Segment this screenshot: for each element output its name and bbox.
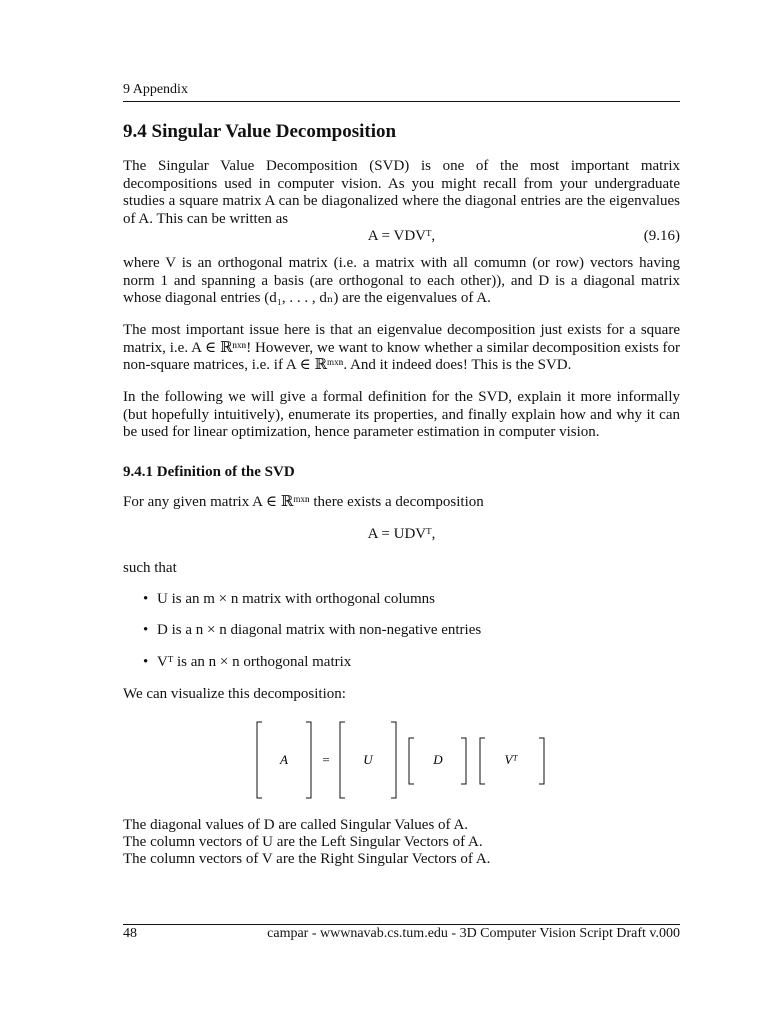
bullet-item	[143, 591, 435, 608]
bullet-item	[143, 622, 481, 639]
footer-source: campar - wwwnavab.cs.tum.edu - 3D Computer Vision Script Draft v.000	[267, 926, 680, 941]
bullet-text: Vᵀ is an n × n orthogonal matrix	[157, 654, 352, 670]
page-number: 48	[123, 926, 137, 941]
bullet-icon: •	[143, 654, 149, 670]
paragraph-intro: The Singular Value Decomposition (SVD) is one of the most important matrix decompositions used in computer vision. As you might recall from your undergraduate studies a square matrix A can be diagonalized where the diagonal entries are the eigenvalues of A. This can be written as	[123, 158, 680, 227]
paragraph-such-that: such that	[123, 560, 177, 576]
diagram-label-u: U	[363, 752, 373, 767]
diagram-label-vt: Vᵀ	[504, 752, 518, 767]
paragraph-overview: In the following we will give a formal definition for the SVD, explain it more informally (but hopefully intuitively), enumerate its properties, and finally explain how and why it can be used for linear optimization, hence parameter estimation in computer vision.	[123, 389, 680, 440]
bullet-icon: •	[143, 622, 149, 638]
equation-number: (9.16)	[643, 228, 680, 244]
diagram-equals: =	[322, 752, 330, 767]
bullet-icon: •	[143, 591, 149, 607]
bracket-u-left	[340, 722, 345, 798]
bracket-d-left	[409, 738, 414, 784]
bracket-d-right	[461, 738, 466, 784]
svd-diagram	[250, 718, 550, 802]
closing-line-singular-values: The diagonal values of D are called Singular Values of A.	[123, 817, 469, 833]
closing-line-left-vectors: The column vectors of U are the Left Singular Vectors of A.	[123, 834, 483, 850]
closing-line-right-vectors: The column vectors of V are the Right Singular Vectors of A.	[123, 851, 491, 867]
footer-rule	[123, 924, 680, 925]
diagram-label-d: D	[433, 752, 443, 767]
paragraph-square-matrix: The most important issue here is that an eigenvalue decomposition just exists for a square matrix, i.e. A ∈ ℝⁿˣⁿ! However, we want to know whether a similar decomposition exists for non-square matrices, i.e. if A ∈ ℝᵐˣⁿ. And it indeed does! This is the SVD.	[123, 322, 680, 373]
paragraph-orthogonal: where V is an orthogonal matrix (i.e. a matrix with all comumn (or row) vectors having norm 1 and spanning a basis (are orthogonal to each other)), and D is a diagonal matrix whose diagonal entries (d₁, . . . , dₙ) are the eigenvalues of A.	[123, 255, 680, 306]
bullet-item	[143, 654, 351, 671]
paragraph-definition: For any given matrix A ∈ ℝᵐˣⁿ there exists a decomposition	[123, 494, 484, 510]
equation-svd: A = UDVᵀ,	[367, 526, 436, 542]
bracket-u-right	[391, 722, 396, 798]
header-rule	[123, 101, 680, 102]
paragraph-visualize: We can visualize this decomposition:	[123, 686, 346, 702]
bracket-vt-right	[539, 738, 544, 784]
bullet-text: D is a n × n diagonal matrix with non-negative entries	[157, 622, 482, 638]
bullet-text: U is an m × n matrix with orthogonal columns	[157, 591, 436, 607]
bracket-a-right	[306, 722, 311, 798]
bracket-a-left	[257, 722, 262, 798]
subsection-title: 9.4.1 Definition of the SVD	[123, 464, 295, 480]
section-title: 9.4 Singular Value Decomposition	[123, 121, 397, 142]
running-header: 9 Appendix	[123, 82, 188, 97]
diagram-label-a: A	[280, 752, 288, 767]
equation-eigendecomposition: A = VDVᵀ,	[367, 228, 436, 244]
bracket-vt-left	[480, 738, 485, 784]
